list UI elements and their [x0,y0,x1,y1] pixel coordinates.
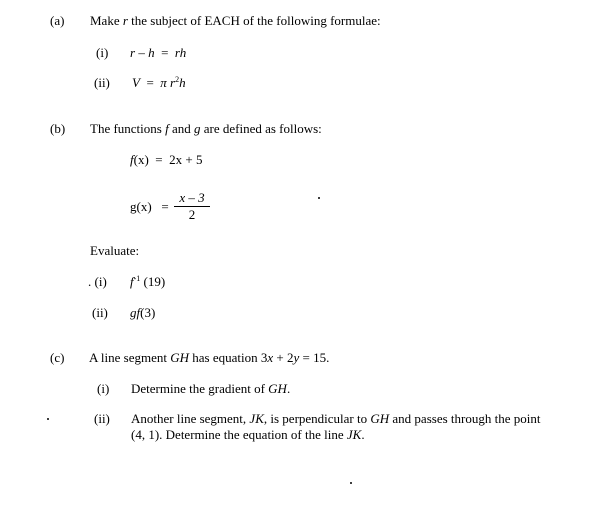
margin-dot [47,418,49,420]
part-c-label: (c) [50,350,65,365]
part-a-label: (a) [50,13,65,28]
g-fraction-denominator: 2 [188,207,196,222]
part-b-label: (b) [50,121,66,136]
part-a-item-ii-formula: V = π $r^2h$ [132,75,186,90]
part-c-intro: A line segment GH has equation 3x + 2y = 15. [89,350,330,365]
g-definition-lhs: g(x) = [130,199,169,214]
part-c-item-ii-line2: (4, 1). Determine the equation of the line JK. [131,427,365,442]
part-b-item-ii-expr: gf(3) [130,305,156,320]
part-a-item-i-formula: r – h = rh [130,45,187,60]
part-c-item-ii-line1: Another line segment, JK, is perpendicular to GH and passes through the point [131,411,541,426]
part-c-item-ii-num: (ii) [94,411,110,426]
part-a-item-ii-num: (ii) [94,75,110,90]
part-b-intro: The functions f and g are defined as follows: [90,121,322,136]
part-c-item-i-text: Determine the gradient of GH. [131,381,291,396]
bottom-dot [350,482,352,484]
evaluate-label: Evaluate: [90,243,140,258]
part-b-item-i-expr: $f^{-1}$ (19) [130,274,166,289]
part-a-intro: Make r the subject of EACH of the following formulae: [90,13,381,28]
part-b-item-ii-num: (ii) [92,305,108,320]
part-a-item-i-num: (i) [96,45,109,60]
f-definition: f(x) = 2x + 5 [130,152,203,167]
part-c-item-i-num: (i) [97,381,110,396]
part-b-item-i-num: . (i) [88,274,107,289]
stray-dot [318,197,320,199]
g-fraction-numerator: x – 3 [179,190,205,205]
